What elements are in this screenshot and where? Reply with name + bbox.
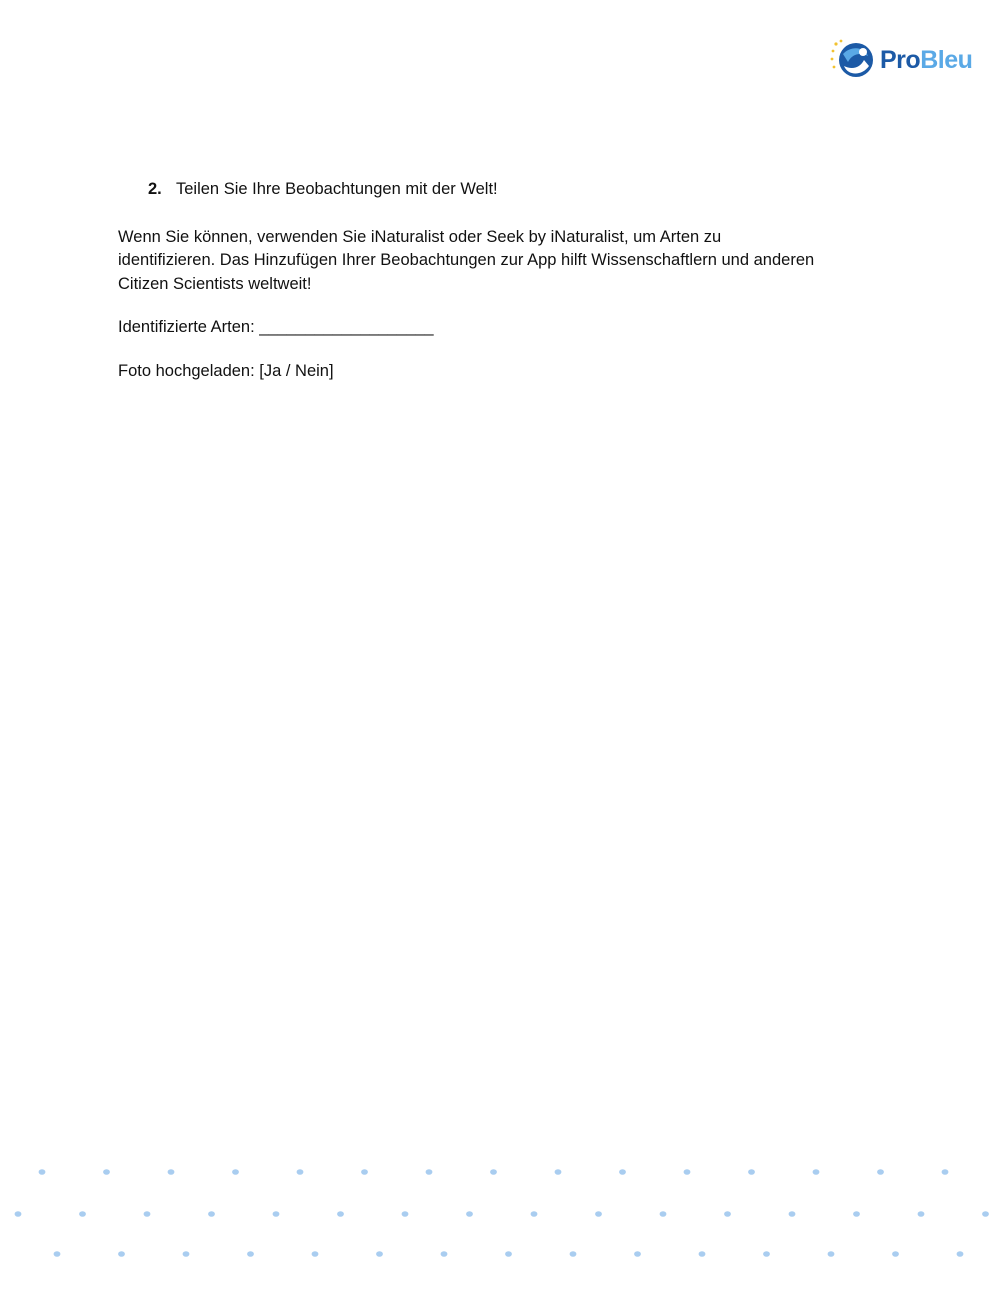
decorative-dot xyxy=(505,1251,512,1257)
decorative-dot xyxy=(312,1251,319,1257)
decorative-dot xyxy=(297,1169,304,1175)
decorative-dot xyxy=(828,1251,835,1257)
paragraph-line: Citizen Scientists weltweit! xyxy=(118,274,312,293)
decorative-dot xyxy=(660,1211,667,1217)
decorative-dot xyxy=(118,1251,125,1257)
decorative-dot xyxy=(595,1211,602,1217)
species-blank-line[interactable]: ___________________ xyxy=(259,318,434,336)
decorative-dot xyxy=(273,1211,280,1217)
species-field xyxy=(118,316,898,340)
decorative-dot xyxy=(426,1169,433,1175)
numbered-list-item xyxy=(148,178,898,202)
document-body xyxy=(118,178,898,403)
decorative-dot xyxy=(531,1211,538,1217)
logo-wordmark xyxy=(880,46,972,75)
species-field-label: Identifizierte Arten: xyxy=(118,318,260,336)
decorative-dot xyxy=(942,1169,949,1175)
decorative-dot xyxy=(54,1251,61,1257)
decorative-dot xyxy=(247,1251,254,1257)
decorative-dot xyxy=(619,1169,626,1175)
decorative-dot xyxy=(79,1211,86,1217)
decorative-dot xyxy=(39,1169,46,1175)
footer-dot-pattern xyxy=(0,1150,1000,1280)
probleu-logo-icon xyxy=(830,38,876,82)
decorative-dot xyxy=(570,1251,577,1257)
decorative-dot xyxy=(208,1211,215,1217)
decorative-dot xyxy=(466,1211,473,1217)
decorative-dot xyxy=(490,1169,497,1175)
decorative-dot xyxy=(892,1251,899,1257)
paragraph-line: identifizieren. Das Hinzufügen Ihrer Beobachtungen zur App hilft Wissenschaftlern und anderen xyxy=(118,251,815,269)
probleu-logo xyxy=(830,38,980,82)
instructions-paragraph xyxy=(118,226,898,297)
decorative-dot xyxy=(376,1251,383,1257)
list-item-text: Teilen Sie Ihre Beobachtungen mit der Welt! xyxy=(176,180,498,198)
decorative-dot xyxy=(853,1211,860,1217)
decorative-dot xyxy=(15,1211,22,1217)
decorative-dot xyxy=(748,1169,755,1175)
decorative-dot xyxy=(684,1169,691,1175)
decorative-dot xyxy=(789,1211,796,1217)
photo-uploaded-field: Foto hochgeladen: [Ja / Nein] xyxy=(118,361,334,380)
decorative-dot xyxy=(918,1211,925,1217)
list-number: 2. xyxy=(148,180,162,198)
decorative-dot xyxy=(361,1169,368,1175)
logo-text-pro: Pro xyxy=(880,45,921,74)
decorative-dot xyxy=(763,1251,770,1257)
decorative-dot xyxy=(441,1251,448,1257)
decorative-dot xyxy=(699,1251,706,1257)
decorative-dot xyxy=(957,1251,964,1257)
decorative-dot xyxy=(813,1169,820,1175)
logo-text-bleu: Bleu xyxy=(920,45,973,74)
decorative-dot xyxy=(982,1211,989,1217)
decorative-dot xyxy=(103,1169,110,1175)
decorative-dot xyxy=(877,1169,884,1175)
paragraph-line: Wenn Sie können, verwenden Sie iNaturalist oder Seek by iNaturalist, um Arten zu xyxy=(118,227,722,246)
decorative-dot xyxy=(183,1251,190,1257)
decorative-dot xyxy=(337,1211,344,1217)
decorative-dot xyxy=(555,1169,562,1175)
decorative-dot xyxy=(232,1169,239,1175)
decorative-dot xyxy=(634,1251,641,1257)
decorative-dot xyxy=(144,1211,151,1217)
decorative-dot xyxy=(402,1211,409,1217)
decorative-dot xyxy=(724,1211,731,1217)
decorative-dot xyxy=(168,1169,175,1175)
